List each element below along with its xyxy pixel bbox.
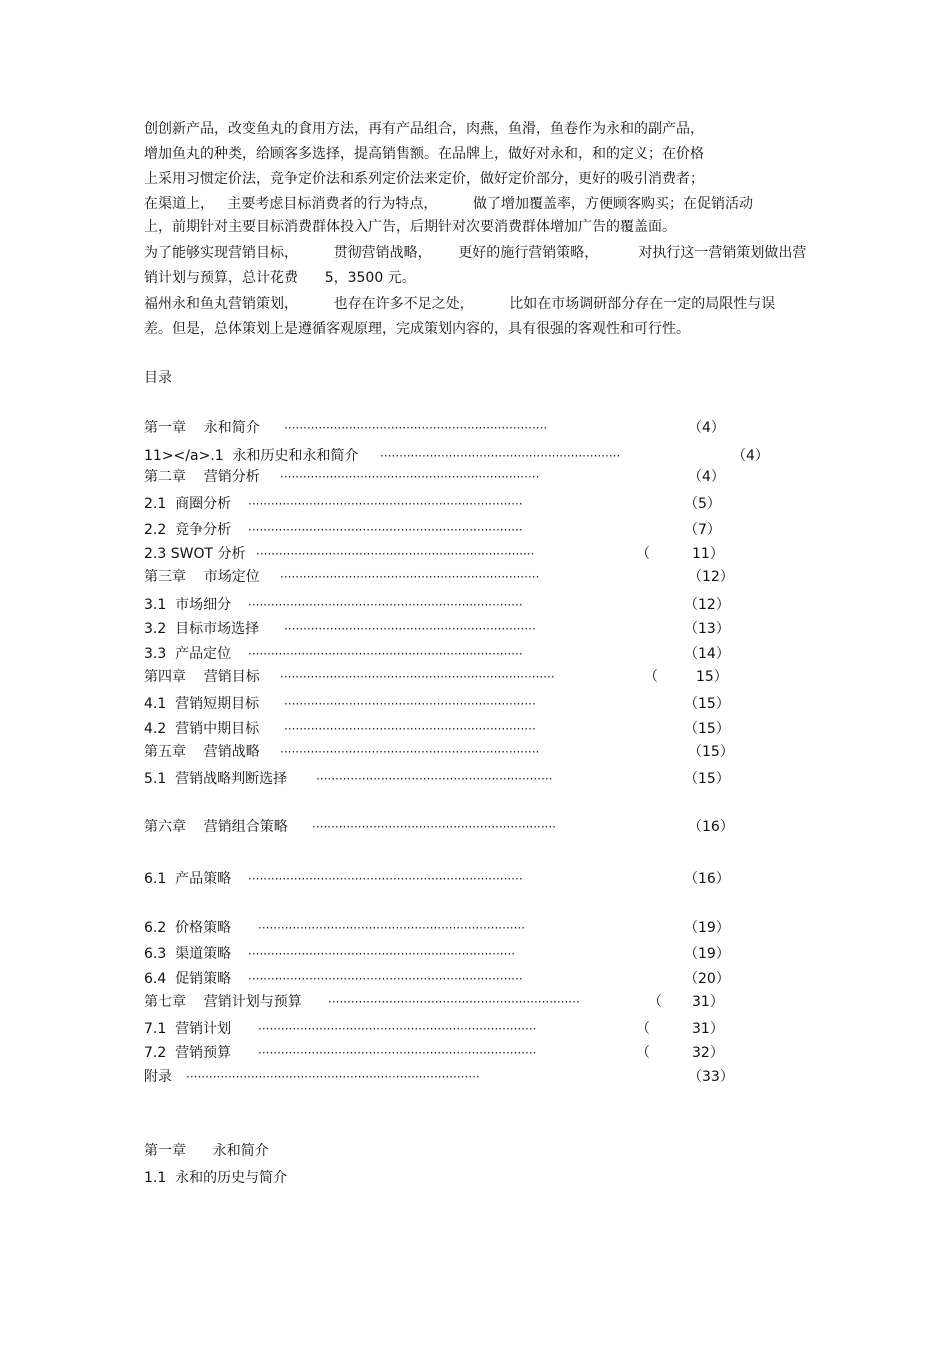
toc-leader: ·································································· xyxy=(284,622,536,636)
toc-label: 6.2 价格策略 xyxy=(144,920,232,936)
intro-line: 为了能够实现营销目标， 贯彻营销战略， 更好的施行营销策略， 对执行这一营销策划做出营 xyxy=(144,245,807,261)
toc-row[interactable] xyxy=(144,620,730,638)
toc-leader: ····································································· xyxy=(284,421,548,435)
toc-row[interactable] xyxy=(144,1020,724,1038)
intro-line: 增加鱼丸的种类，给顾客多选择，提高销售额。在品牌上，做好对永和，和的定义；在价格 xyxy=(144,146,704,162)
toc-leader: ···································································· xyxy=(280,570,540,584)
toc-label: 第一章 永和简介 xyxy=(144,420,260,436)
toc-row[interactable] xyxy=(144,945,730,963)
toc-row[interactable] xyxy=(144,521,721,539)
intro-line: 创创新产品，改变鱼丸的食用方法，再有产品组合，肉燕，鱼滑，鱼卷作为永和的副产品， xyxy=(144,121,704,137)
toc-page: （4） xyxy=(688,420,725,436)
chapter-heading: 第一章 永和简介 xyxy=(144,1143,269,1159)
toc-page-open: （ xyxy=(636,1021,650,1037)
toc-leader: ·································································· xyxy=(328,995,580,1009)
toc-label: 6.1 产品策略 xyxy=(144,871,232,887)
toc-label: 3.1 市场细分 xyxy=(144,597,232,613)
toc-leader: ·································································· xyxy=(284,722,536,736)
toc-page: （14） xyxy=(684,646,730,662)
toc-label: 4.2 营销中期目标 xyxy=(144,721,260,737)
toc-leader: ······························································· xyxy=(380,449,621,463)
toc-page: （5） xyxy=(684,496,721,512)
toc-page-open: （ xyxy=(648,994,662,1010)
toc-label: 11></a>.1 永和历史和永和简介 xyxy=(144,448,359,464)
toc-row[interactable] xyxy=(144,818,734,836)
toc-label: 3.2 目标市场选择 xyxy=(144,621,260,637)
toc-label: 6.3 渠道策略 xyxy=(144,946,232,962)
toc-page: （20） xyxy=(684,971,730,987)
toc-page: （19） xyxy=(684,946,730,962)
intro-line: 上，前期针对主要目标消费群体投入广告，后期针对次要消费群体增加广告的覆盖面。 xyxy=(144,219,676,235)
intro-line: 差。但是，总体策划上是遵循客观原理，完成策划内容的，具有很强的客观性和可行性。 xyxy=(144,321,690,337)
toc-row[interactable] xyxy=(144,447,769,465)
toc-row[interactable] xyxy=(144,568,734,586)
intro-line: 销计划与预算，总计花费 5，3500 元。 xyxy=(144,270,416,286)
toc-page: （16） xyxy=(684,871,730,887)
toc-row[interactable] xyxy=(144,545,724,563)
toc-row[interactable] xyxy=(144,1068,734,1086)
toc-leader: ········································································· xyxy=(256,547,535,561)
toc-label: 7.2 营销预算 xyxy=(144,1045,232,1061)
toc-leader: ········································································ xyxy=(248,523,523,537)
toc-page: （4） xyxy=(688,469,725,485)
toc-row[interactable] xyxy=(144,1044,724,1062)
toc-row[interactable] xyxy=(144,770,730,788)
toc-row[interactable] xyxy=(144,743,734,761)
toc-row[interactable] xyxy=(144,993,724,1011)
section-heading: 1.1 永和的历史与简介 xyxy=(144,1170,288,1186)
intro-line: 上采用习惯定价法，竞争定价法和系列定价法来定价，做好定价部分，更好的吸引消费者； xyxy=(144,171,704,187)
toc-leader: ········································································ xyxy=(248,497,523,511)
toc-label: 2.1 商圈分析 xyxy=(144,496,232,512)
toc-row[interactable] xyxy=(144,919,730,937)
toc-leader: ········································································· xyxy=(258,1022,537,1036)
toc-label: 6.4 促销策略 xyxy=(144,971,232,987)
toc-title: 目录 xyxy=(144,370,172,386)
toc-leader: ······································································ xyxy=(248,947,516,961)
toc-page: （15） xyxy=(684,721,730,737)
toc-leader: ············································································· xyxy=(186,1070,480,1084)
toc-row[interactable] xyxy=(144,645,730,663)
toc-page: 32） xyxy=(692,1045,724,1061)
toc-label: 第七章 营销计划与预算 xyxy=(144,994,302,1010)
toc-page: 15） xyxy=(696,669,728,685)
toc-row[interactable] xyxy=(144,695,730,713)
toc-label: 4.1 营销短期目标 xyxy=(144,696,260,712)
toc-leader: ········································································ xyxy=(248,647,523,661)
toc-label: 7.1 营销计划 xyxy=(144,1021,232,1037)
toc-row[interactable] xyxy=(144,468,725,486)
toc-leader: ································································ xyxy=(312,820,557,834)
toc-leader: ········································································ xyxy=(280,670,555,684)
toc-page: 31） xyxy=(692,1021,724,1037)
intro-line: 福州永和鱼丸营销策划， 也存在许多不足之处， 比如在市场调研部分存在一定的局限性与误 xyxy=(144,296,776,312)
toc-leader: ·································································· xyxy=(284,697,536,711)
toc-page: （15） xyxy=(684,696,730,712)
toc-row[interactable] xyxy=(144,668,728,686)
toc-label: 2.3 SWOT 分析 xyxy=(144,546,246,562)
toc-label: 第五章 营销战略 xyxy=(144,744,260,760)
toc-page: （15） xyxy=(684,771,730,787)
toc-leader: ········································································ xyxy=(248,598,523,612)
toc-page: （7） xyxy=(684,522,721,538)
intro-line: 在渠道上， 主要考虑目标消费者的行为特点， 做了增加覆盖率，方便顾客购买；在促销活动 xyxy=(144,196,753,212)
toc-page: （4） xyxy=(732,448,769,464)
toc-page: （16） xyxy=(688,819,734,835)
toc-row[interactable] xyxy=(144,870,730,888)
toc-leader: ········································································· xyxy=(258,1046,537,1060)
toc-page: （33） xyxy=(688,1069,734,1085)
toc-label: 第三章 市场定位 xyxy=(144,569,260,585)
toc-leader: ······································································ xyxy=(258,921,526,935)
toc-row[interactable] xyxy=(144,495,721,513)
toc-page: （15） xyxy=(688,744,734,760)
toc-label: 第六章 营销组合策略 xyxy=(144,819,288,835)
toc-row[interactable] xyxy=(144,419,725,437)
toc-page: 31） xyxy=(692,994,724,1010)
toc-label: 第二章 营销分析 xyxy=(144,469,260,485)
toc-label: 3.3 产品定位 xyxy=(144,646,232,662)
toc-row[interactable] xyxy=(144,720,730,738)
toc-page-open: （ xyxy=(636,1045,650,1061)
toc-leader: ···································································· xyxy=(280,745,540,759)
toc-label: 5.1 营销战略判断选择 xyxy=(144,771,288,787)
toc-leader: ········································································ xyxy=(248,872,523,886)
toc-page: （12） xyxy=(688,569,734,585)
toc-label: 第四章 营销目标 xyxy=(144,669,260,685)
toc-page: 11） xyxy=(692,546,724,562)
toc-page-open: （ xyxy=(636,546,650,562)
toc-page: （13） xyxy=(684,621,730,637)
toc-row[interactable] xyxy=(144,596,730,614)
toc-page-open: （ xyxy=(644,669,658,685)
toc-page: （19） xyxy=(684,920,730,936)
toc-label: 附录 xyxy=(144,1069,172,1085)
toc-leader: ········································································ xyxy=(248,972,523,986)
toc-row[interactable] xyxy=(144,970,730,988)
toc-leader: ······························································ xyxy=(316,772,553,786)
toc-leader: ···································································· xyxy=(280,470,540,484)
toc-label: 2.2 竞争分析 xyxy=(144,522,232,538)
toc-page: （12） xyxy=(684,597,730,613)
